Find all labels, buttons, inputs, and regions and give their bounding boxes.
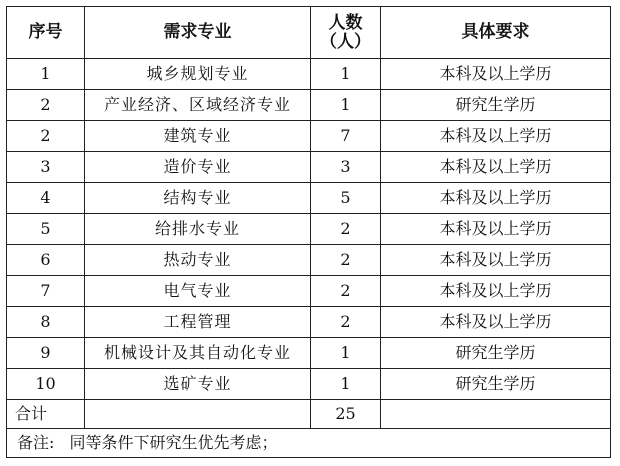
cell-count: 2 xyxy=(311,276,381,307)
table-row xyxy=(7,369,611,400)
recruitment-table xyxy=(6,6,611,458)
cell-index: 6 xyxy=(7,245,85,276)
table-row xyxy=(7,245,611,276)
cell-requirement: 本科及以上学历 xyxy=(381,307,611,338)
header-row xyxy=(7,7,611,59)
table-row xyxy=(7,307,611,338)
table-row xyxy=(7,183,611,214)
cell-count: 3 xyxy=(311,152,381,183)
cell-count: 7 xyxy=(311,121,381,152)
cell-requirement: 研究生学历 xyxy=(381,338,611,369)
table-row xyxy=(7,90,611,121)
header-count-line2: （人） xyxy=(320,31,371,52)
total-row xyxy=(7,400,611,429)
note-row xyxy=(7,429,611,458)
cell-requirement: 本科及以上学历 xyxy=(381,214,611,245)
total-empty-requirement xyxy=(381,400,611,429)
cell-index: 7 xyxy=(7,276,85,307)
cell-index: 9 xyxy=(7,338,85,369)
total-count: 25 xyxy=(311,400,381,429)
cell-requirement: 本科及以上学历 xyxy=(381,276,611,307)
cell-count: 1 xyxy=(311,338,381,369)
cell-count: 2 xyxy=(311,245,381,276)
header-count-line1: 人数 xyxy=(328,12,363,33)
cell-count: 1 xyxy=(311,90,381,121)
cell-major: 产业经济、区域经济专业 xyxy=(85,90,311,121)
cell-index: 4 xyxy=(7,183,85,214)
cell-requirement: 研究生学历 xyxy=(381,90,611,121)
cell-index: 1 xyxy=(7,59,85,90)
cell-major: 机械设计及其自动化专业 xyxy=(85,338,311,369)
cell-major: 工程管理 xyxy=(85,307,311,338)
table-row xyxy=(7,338,611,369)
cell-count: 1 xyxy=(311,369,381,400)
table-row xyxy=(7,276,611,307)
table-body xyxy=(7,7,611,458)
cell-major: 给排水专业 xyxy=(85,214,311,245)
table-row xyxy=(7,152,611,183)
cell-requirement: 本科及以上学历 xyxy=(381,183,611,214)
cell-count: 1 xyxy=(311,59,381,90)
note-label: 备注: xyxy=(17,433,55,453)
cell-count: 2 xyxy=(311,214,381,245)
header-count xyxy=(311,7,381,59)
cell-major: 造价专业 xyxy=(85,152,311,183)
cell-count: 5 xyxy=(311,183,381,214)
total-label: 合计 xyxy=(7,400,85,429)
cell-major: 建筑专业 xyxy=(85,121,311,152)
cell-major: 选矿专业 xyxy=(85,369,311,400)
header-index: 序号 xyxy=(7,7,85,59)
cell-index: 2 xyxy=(7,121,85,152)
table-row xyxy=(7,214,611,245)
note-cell xyxy=(7,429,611,458)
cell-requirement: 本科及以上学历 xyxy=(381,121,611,152)
header-major: 需求专业 xyxy=(85,7,311,59)
cell-major: 电气专业 xyxy=(85,276,311,307)
cell-requirement: 本科及以上学历 xyxy=(381,245,611,276)
cell-index: 3 xyxy=(7,152,85,183)
table-row xyxy=(7,121,611,152)
cell-requirement: 本科及以上学历 xyxy=(381,152,611,183)
cell-major: 城乡规划专业 xyxy=(85,59,311,90)
cell-major: 结构专业 xyxy=(85,183,311,214)
cell-index: 10 xyxy=(7,369,85,400)
cell-requirement: 本科及以上学历 xyxy=(381,59,611,90)
header-requirement: 具体要求 xyxy=(381,7,611,59)
cell-major: 热动专业 xyxy=(85,245,311,276)
table-row xyxy=(7,59,611,90)
cell-index: 2 xyxy=(7,90,85,121)
total-empty-major xyxy=(85,400,311,429)
note-text: 同等条件下研究生优先考虑； xyxy=(69,433,278,453)
cell-index: 8 xyxy=(7,307,85,338)
cell-count: 2 xyxy=(311,307,381,338)
cell-requirement: 研究生学历 xyxy=(381,369,611,400)
cell-index: 5 xyxy=(7,214,85,245)
